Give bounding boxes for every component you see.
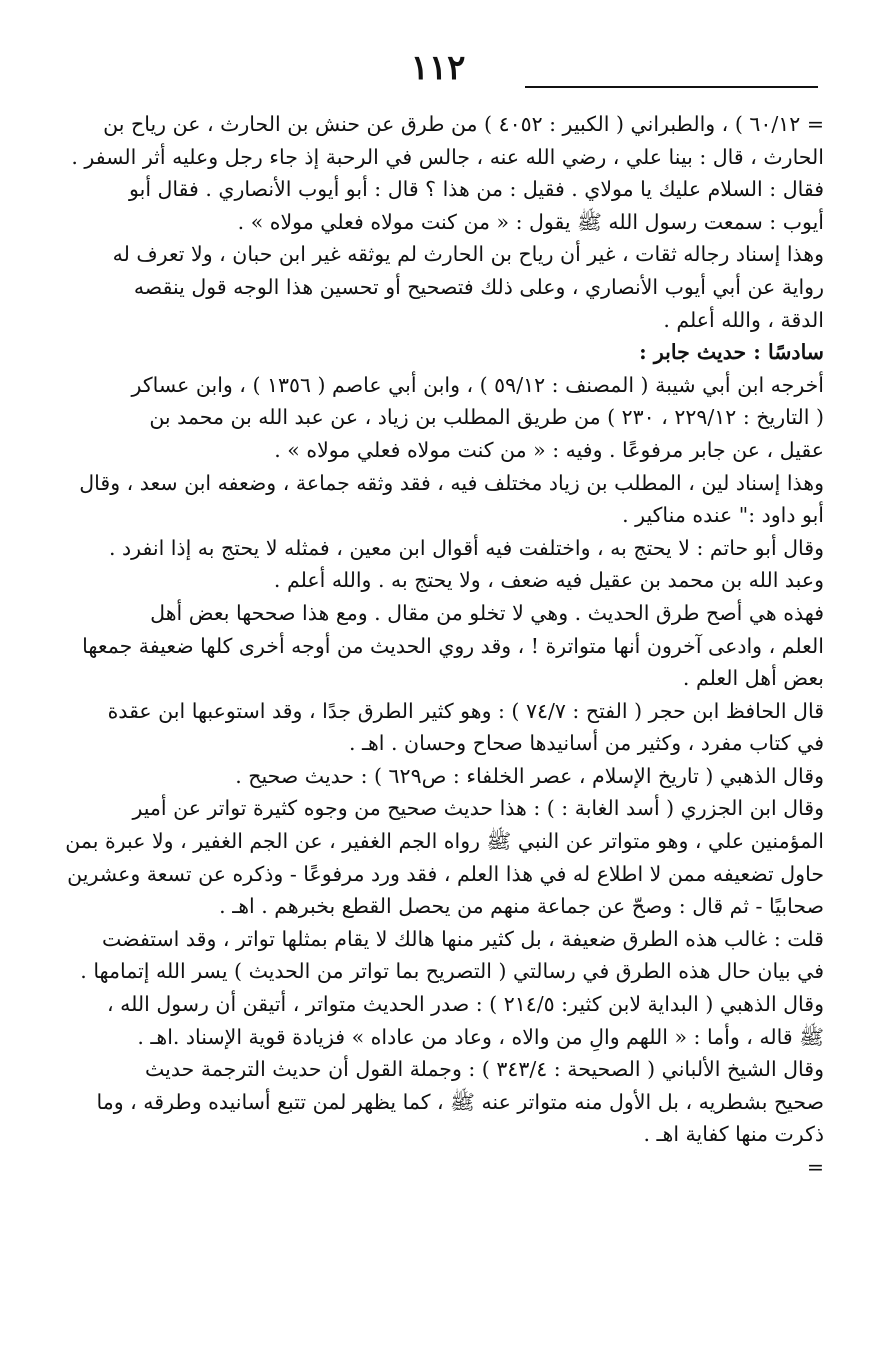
text-line: أبو داود :" عنده مناكير . (622, 503, 824, 528)
text-line: بعض أهل العلم . (682, 666, 824, 691)
text-line: ذكرت منها كفاية اهـ . (643, 1122, 824, 1147)
text-line: فقال : السلام عليك يا مولاي . فقيل : من هذا ؟ قال : أبو أيوب الأنصاري . فقال أبو (129, 177, 824, 202)
text-line: وهذا إسناد رجاله ثقات ، غير أن رياح بن الحارث لم يوثقه غير ابن حبان ، ولا تعرف له (112, 242, 824, 267)
text-line: الحارث ، قال : بينا علي ، رضي الله عنه ، جالس في الرحبة إذ جاء رجل وعليه أثر السفر . (71, 144, 824, 169)
text-line: رواية عن أبي أيوب الأنصاري ، وعلى ذلك فتصحيح أو تحسين هذا الوجه قول ينقصه (133, 274, 824, 299)
header-rule (525, 86, 818, 88)
text-line: صحيح بشطريه ، بل الأول منه متواتر عنه ﷺ ، كما يظهر لمن تتبع أسانيده وطرقه ، وما (96, 1089, 824, 1114)
text-line: صحابيًا - ثم قال : وصحّ عن جماعة منهم من يحصل القطع بخبرهم . اهـ . (219, 894, 824, 919)
text-line: وقال الشيخ الألباني ( الصحيحة : ٣٤٣/٤ ) : وجملة القول أن حديث الترجمة حديث (145, 1057, 824, 1082)
text-line: فهذه هي أصح طرق الحديث . وهي لا تخلو من مقال . ومع هذا صححها بعض أهل (150, 600, 824, 625)
text-line: وقال أبو حاتم : لا يحتج به ، واختلفت فيه أقوال ابن معين ، فمثله لا يحتج به إذا انفرد . (109, 535, 824, 560)
text-line: العلم ، وادعى آخرون أنها متواترة ! ، وقد روي الحديث من أوجه أخرى كلها ضعيفة جمعها (82, 633, 824, 658)
section-heading: سادسًا : حديث جابر : (639, 340, 824, 365)
text-line: المؤمنين علي ، وهو متواتر عن النبي ﷺ رواه الجم الغفير ، عن الجم الغفير ، ولا عبرة بمن (65, 829, 824, 854)
text-line: الدقة ، والله أعلم . (663, 307, 824, 332)
text-line: في بيان حال هذه الطرق في رسالتي ( التصريح بما تواتر من الحديث ) يسر الله إتمامها . (80, 959, 824, 984)
text-line: وعبد الله بن محمد بن عقيل فيه ضعف ، ولا يحتج به . والله أعلم . (273, 568, 824, 593)
text-line: أخرجه ابن أبي شيبة ( المصنف : ٥٩/١٢ ) ، وابن أبي عاصم ( ١٣٥٦ ) ، وابن عساكر (131, 372, 824, 397)
text-line: وقال ابن الجزري ( أسد الغابة : ) : هذا حديث صحيح من وجوه كثيرة تواتر عن أمير (132, 796, 824, 821)
text-line: = (806, 1155, 824, 1179)
text-line: ﷺ قاله ، وأما : « اللهم والِ من والاه ، وعاد من عاداه » فزيادة قوية الإسناد .اهـ . (137, 1024, 824, 1049)
text-line: قلت : غالب هذه الطرق ضعيفة ، بل كثير منها هالك لا يقام بمثلها تواتر ، وقد استفضت (102, 926, 824, 951)
text-line: قال الحافظ ابن حجر ( الفتح : ٧٤/٧ ) : وهو كثير الطرق جدًا ، وقد استوعبها ابن عقدة (107, 698, 824, 723)
page-number: ١١٢ (410, 48, 466, 88)
text-line: في كتاب مفرد ، وكثير من أسانيدها صحاح وحسان . اهـ . (348, 731, 824, 756)
text-line: ( التاريخ : ٢٢٩/١٢ ، ٢٣٠ ) من طريق المطلب بن زياد ، عن عبد الله بن محمد بن (149, 405, 824, 430)
text-line: = ٦٠/١٢ ) ، والطبراني ( الكبير : ٤٠٥٢ ) من طرق عن حنش بن الحارث ، عن رياح بن (103, 112, 824, 136)
text-line: حاول تضعيفه ممن لا اطلاع له في هذا العلم ، فقد ورد مرفوعًا - وذكره عن تسعة وعشرين (67, 861, 824, 886)
text-line: وهذا إسناد لين ، المطلب بن زياد مختلف فيه ، فقد وثقه جماعة ، وضعفه ابن سعد ، وقال (79, 470, 824, 495)
body-text (62, 108, 824, 1184)
text-line: وقال الذهبي ( البداية لابن كثير: ٢١٤/٥ ) : صدر الحديث متواتر ، أتيقن أن رسول الله ، (106, 992, 824, 1017)
text-line: أيوب : سمعت رسول الله ﷺ يقول : « من كنت مولاه فعلي مولاه » . (237, 209, 824, 234)
text-line: عقيل ، عن جابر مرفوعًا . وفيه : « من كنت مولاه فعلي مولاه » . (274, 437, 824, 462)
text-line: وقال الذهبي ( تاريخ الإسلام ، عصر الخلفاء : ص٦٢٩ ) : حديث صحيح . (235, 763, 824, 788)
